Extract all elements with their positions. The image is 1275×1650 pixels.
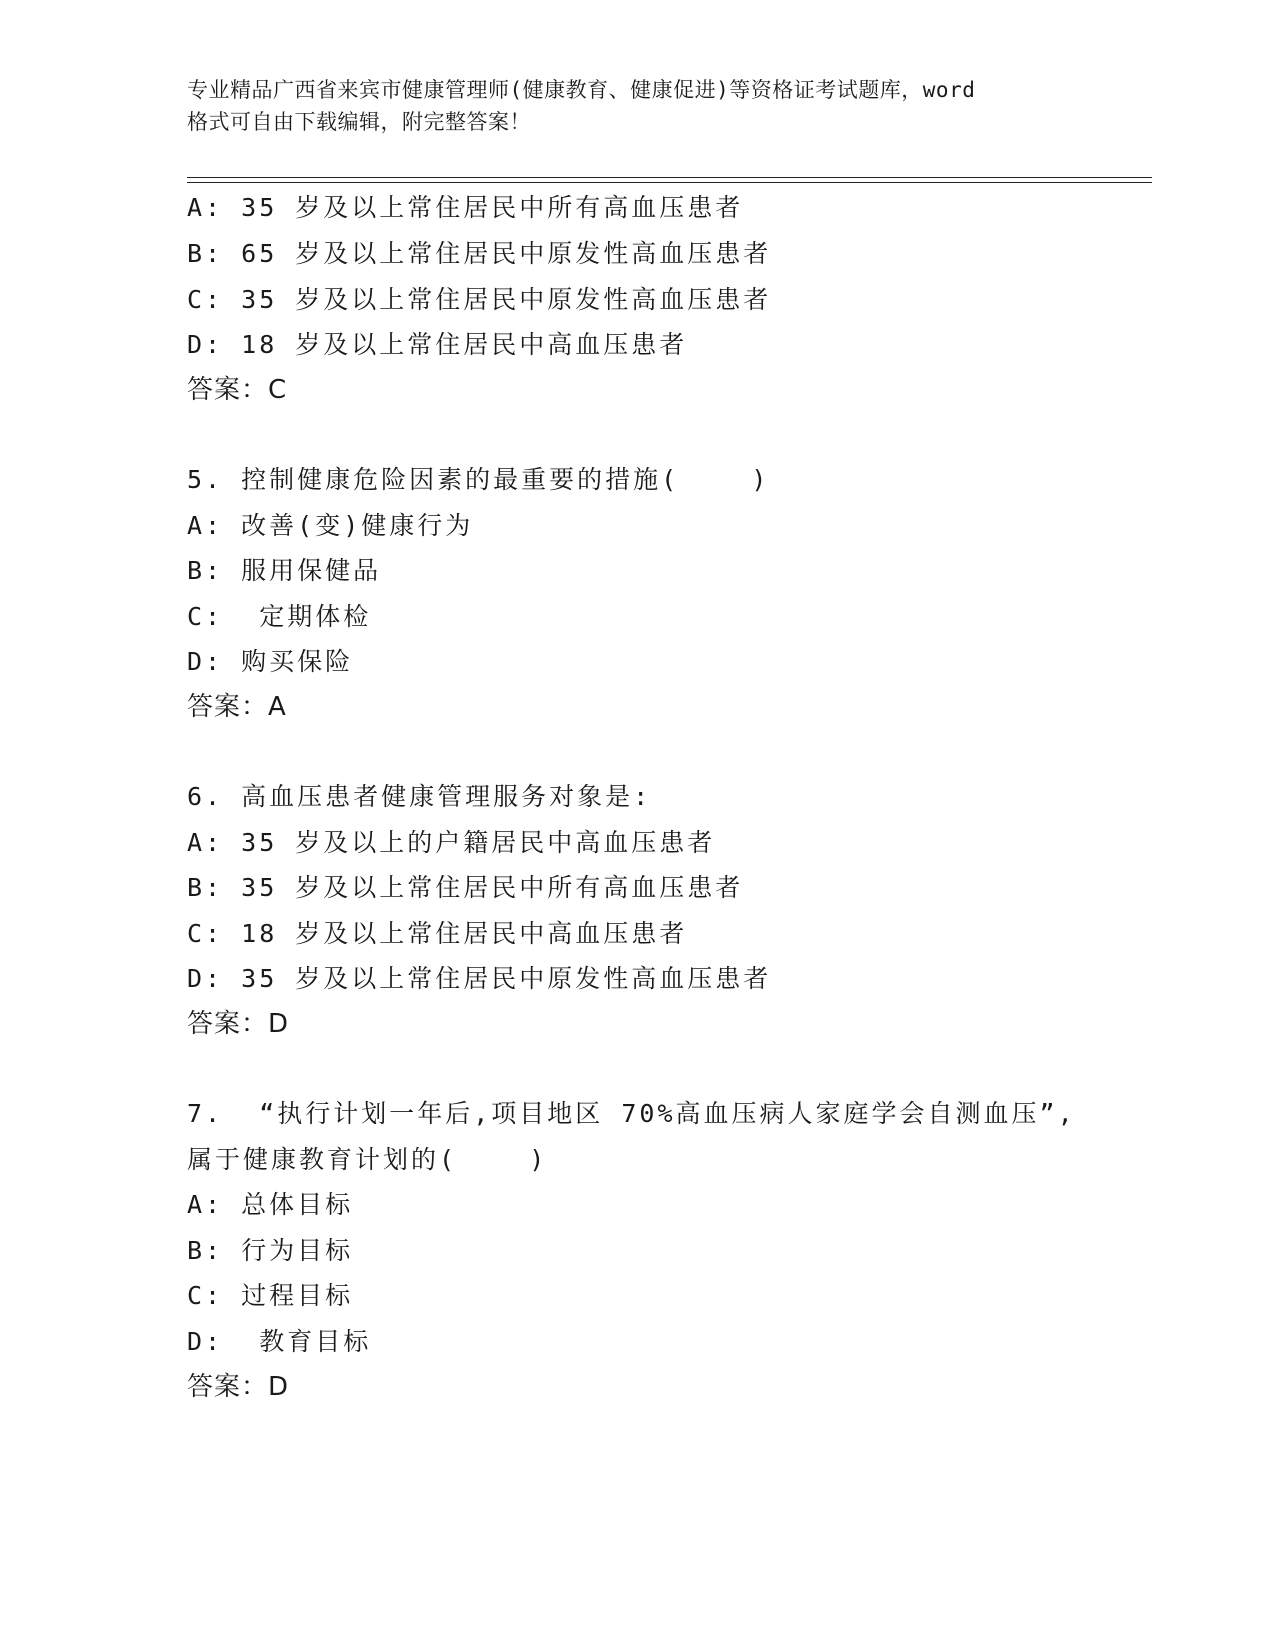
- document-header: [187, 74, 1087, 138]
- q7-option-d: D: 教育目标: [187, 1327, 372, 1356]
- header-line-1: 专业精品广西省来宾市健康管理师(健康教育、健康促进)等资格证考试题库，word: [187, 78, 976, 102]
- q6-option-a: A: 35 岁及以上的户籍居民中高血压患者: [187, 828, 716, 857]
- q7-question-line-1: 7. “执行计划一年后,项目地区 70%高血压病人家庭学会自测血压”,: [187, 1099, 1076, 1128]
- q5-question: 5. 控制健康危险因素的最重要的措施( ): [187, 465, 770, 494]
- q7-question-line-2: 属于健康教育计划的( ): [187, 1145, 548, 1174]
- q5-option-b: B: 服用保健品: [187, 556, 382, 585]
- q7-option-b: B: 行为目标: [187, 1236, 354, 1265]
- q4-option-c: C: 35 岁及以上常住居民中原发性高血压患者: [187, 285, 772, 314]
- header-divider-bottom: [187, 182, 1152, 183]
- q4-option-d: D: 18 岁及以上常住居民中高血压患者: [187, 330, 688, 359]
- q5-option-d: D: 购买保险: [187, 647, 354, 676]
- q6-option-d: D: 35 岁及以上常住居民中原发性高血压患者: [187, 964, 772, 993]
- q6-option-b: B: 35 岁及以上常住居民中所有高血压患者: [187, 873, 744, 902]
- q6-question: 6. 高血压患者健康管理服务对象是:: [187, 782, 652, 811]
- q4-answer: 答案：C: [187, 375, 288, 405]
- q6-answer: 答案：D: [187, 1009, 290, 1039]
- q5-answer: 答案：A: [187, 692, 287, 722]
- q7-option-c: C: 过程目标: [187, 1281, 354, 1310]
- q7-answer: 答案：D: [187, 1372, 290, 1402]
- header-line-2: 格式可自由下载编辑，附完整答案！: [187, 110, 531, 134]
- q4-option-b: B: 65 岁及以上常住居民中原发性高血压患者: [187, 239, 772, 268]
- header-divider-top: [187, 177, 1152, 178]
- q4-option-a: A: 35 岁及以上常住居民中所有高血压患者: [187, 193, 744, 222]
- q5-option-a: A: 改善(变)健康行为: [187, 511, 474, 540]
- q6-option-c: C: 18 岁及以上常住居民中高血压患者: [187, 919, 688, 948]
- q5-option-c: C: 定期体检: [187, 602, 372, 631]
- q7-option-a: A: 总体目标: [187, 1190, 354, 1219]
